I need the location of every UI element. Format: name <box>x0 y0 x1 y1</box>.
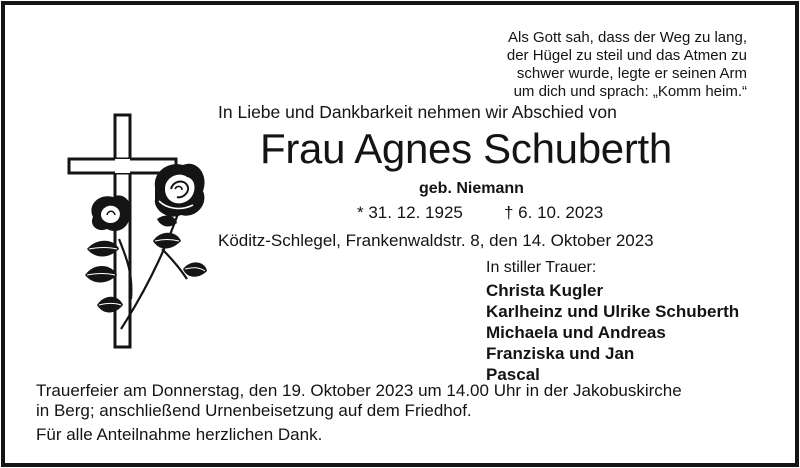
deceased-name: Frau Agnes Schuberth <box>260 125 672 172</box>
poem-line: der Hügel zu steil und das Atmen zu <box>506 47 747 64</box>
thanks-line: Für alle Anteilnahme herzlichen Dank. <box>36 425 323 444</box>
death-date: † 6. 10. 2023 <box>504 203 604 222</box>
mourner-name: Michaela und Andreas <box>486 323 666 342</box>
mourner-name: Pascal <box>486 365 540 384</box>
mourner-name: Christa Kugler <box>486 281 604 300</box>
service-line: in Berg; anschließend Urnenbeisetzung auf dem Friedhof. <box>36 401 472 420</box>
place-and-date: Köditz-Schlegel, Frankenwaldstr. 8, den 14. Oktober 2023 <box>218 231 654 250</box>
poem-line: Als Gott sah, dass der Weg zu lang, <box>507 29 747 46</box>
obituary-notice <box>1 1 799 467</box>
mourners-list <box>486 280 739 385</box>
mourner-name: Karlheinz und Ulrike Schuberth <box>486 302 740 321</box>
mourners-label: In stiller Trauer: <box>486 259 597 276</box>
poem-line: schwer wurde, legte er seinen Arm <box>516 65 747 82</box>
birth-date: * 31. 12. 1925 <box>357 203 463 222</box>
cross-with-rose-icon <box>57 109 217 349</box>
poem-verse <box>487 29 747 101</box>
maiden-name: geb. Niemann <box>419 180 524 197</box>
service-line: Trauerfeier am Donnerstag, den 19. Oktober 2023 um 14.00 Uhr in der Jakobuskirche <box>36 381 682 400</box>
farewell-intro: In Liebe und Dankbarkeit nehmen wir Abschied von <box>218 102 617 122</box>
funeral-service-info <box>36 381 682 421</box>
mourner-name: Franziska und Jan <box>486 344 635 363</box>
poem-line: um dich und sprach: „Komm heim.“ <box>513 83 747 100</box>
